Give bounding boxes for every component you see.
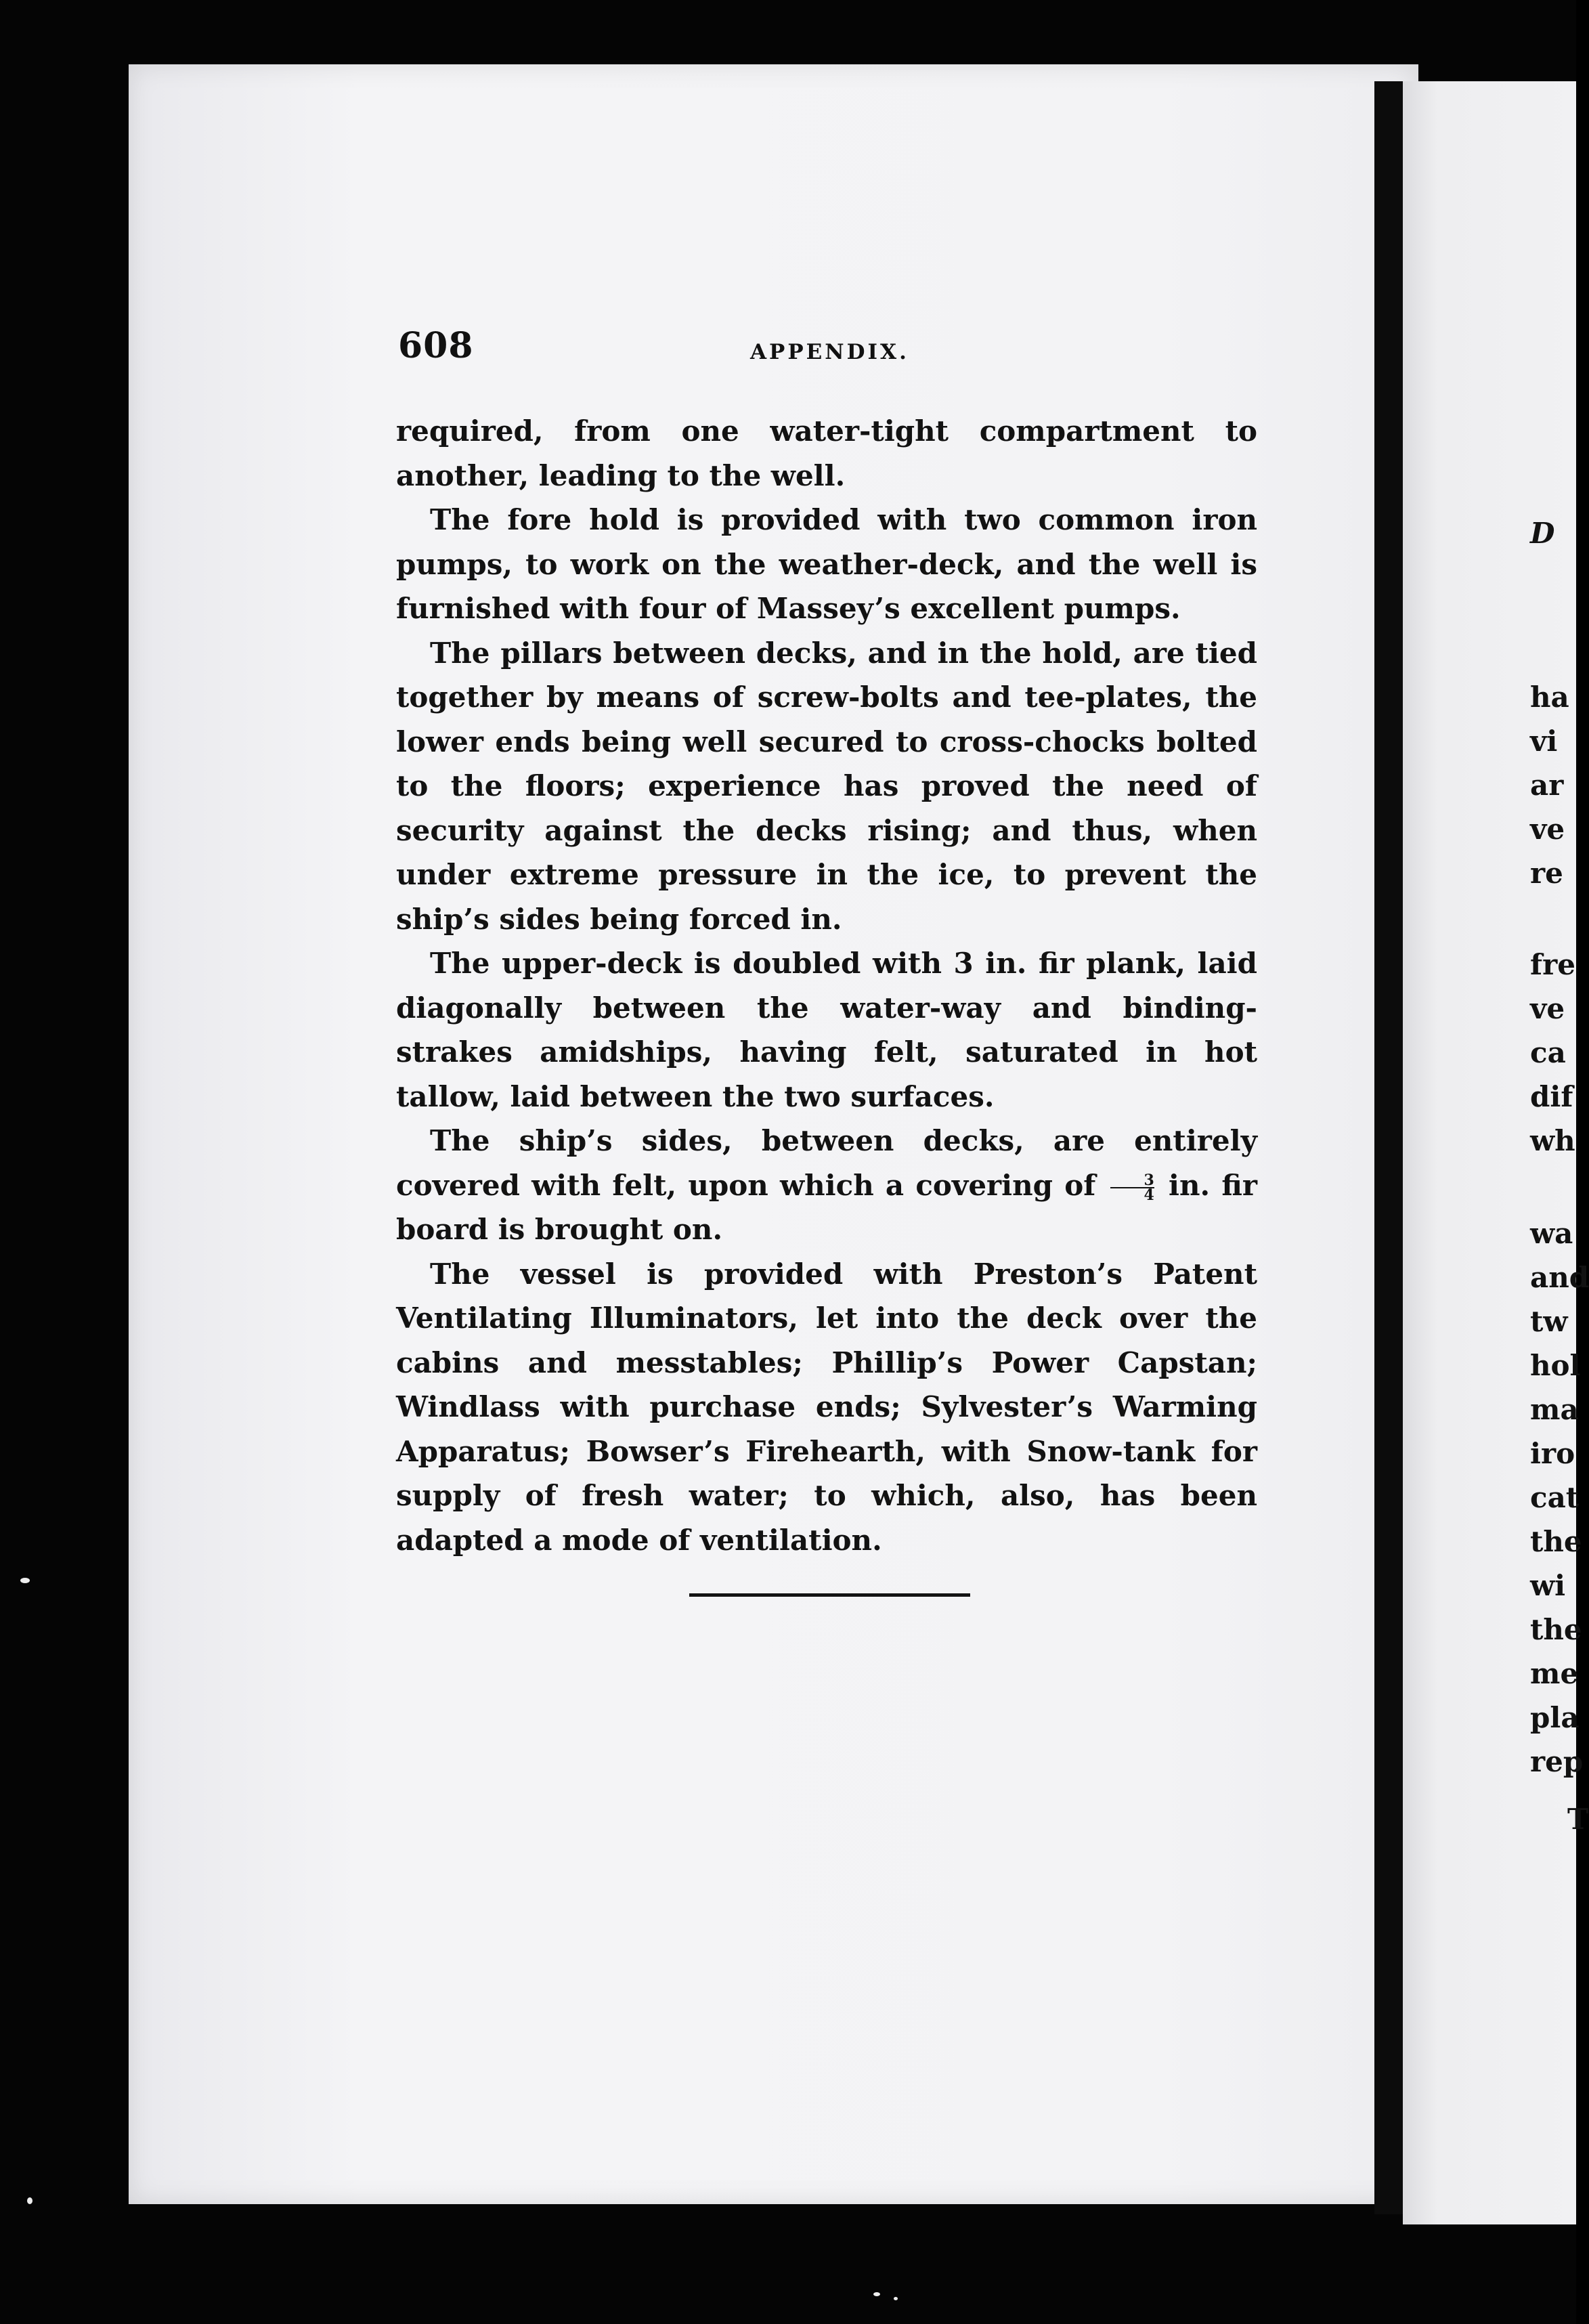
page-gutter bbox=[1374, 81, 1403, 2214]
right-fragment: wa bbox=[1530, 1217, 1573, 1250]
right-fragment: and bbox=[1530, 1261, 1589, 1294]
section-rule bbox=[689, 1593, 970, 1597]
right-fragment: ma bbox=[1530, 1393, 1579, 1426]
page-header bbox=[398, 325, 1265, 379]
speck bbox=[873, 2292, 880, 2296]
right-fragment: ar bbox=[1530, 769, 1564, 802]
right-fragment: vi bbox=[1530, 725, 1558, 758]
paragraph: The vessel is provided with Preston’s Patent Ventilating Illuminators, let into the deck over the cabins and messtables; Phillip’s Power Capstan; Windlass with purchase ends; Sylvester’s Warming Apparatus; Bowser’s Firehearth, with Snow-tank for supply of fresh water; to which, also, has been adapted a mode of ventilation. bbox=[396, 1257, 1257, 1557]
paragraph bbox=[396, 1119, 1257, 1252]
right-fragment: dif bbox=[1530, 1080, 1573, 1113]
right-fragment: the bbox=[1530, 1525, 1582, 1558]
paragraph-continued: required, from one water-tight compartment to another, leading to the well. bbox=[396, 414, 1257, 492]
right-fragment: iro bbox=[1530, 1437, 1575, 1470]
page-number: 608 bbox=[398, 325, 474, 366]
paragraph-text: The ship’s sides, between decks, are entirely covered with felt, upon which a covering of bbox=[396, 1124, 1257, 1202]
right-fragment: wi bbox=[1530, 1569, 1566, 1602]
speck bbox=[894, 2297, 898, 2300]
running-head: APPENDIX. bbox=[750, 340, 909, 364]
right-fragment: pla bbox=[1530, 1701, 1580, 1734]
fraction-numerator: 3 bbox=[1144, 1171, 1154, 1189]
right-fragment: the bbox=[1530, 1613, 1582, 1646]
right-fragment: T bbox=[1567, 1803, 1589, 1836]
fraction bbox=[1110, 1171, 1154, 1204]
right-fragment: D bbox=[1530, 517, 1555, 550]
right-fragment: hol bbox=[1530, 1349, 1581, 1382]
speck bbox=[20, 1578, 30, 1583]
right-fragment: cat bbox=[1530, 1481, 1580, 1514]
right-fragment: re bbox=[1530, 857, 1563, 890]
right-fragment: fre bbox=[1530, 948, 1575, 981]
body-text bbox=[396, 409, 1257, 1562]
right-fragment: ve bbox=[1530, 813, 1565, 846]
paragraph: The upper-deck is doubled with 3 in. fir plank, laid diagonally between the water-way and binding-strakes amidships, having felt, saturated in hot tallow, laid between the two surfaces. bbox=[396, 947, 1257, 1113]
right-fragment: ca bbox=[1530, 1036, 1566, 1069]
right-fragment: me bbox=[1530, 1657, 1579, 1690]
right-fragment: ve bbox=[1530, 992, 1565, 1025]
right-fragment: rep bbox=[1530, 1745, 1584, 1778]
paragraph-text: in. fir board is brought on. bbox=[396, 1168, 1258, 1246]
paragraph: The fore hold is provided with two common iron pumps, to work on the weather-deck, and the well is furnished with four of Massey’s excellent pumps. bbox=[396, 503, 1257, 625]
right-fragment: ha bbox=[1530, 681, 1569, 714]
right-fragment: tw bbox=[1530, 1305, 1568, 1338]
paragraph: The pillars between decks, and in the hold, are tied together by means of screw-bolts and tee-plates, the lower ends being well secured to cross-chocks bolted to the floors; experience has proved the need of security against the decks rising; and thus, when under extreme pressure in the ice, to prevent the ship’s sides being forced in. bbox=[396, 636, 1257, 936]
speck bbox=[27, 2197, 32, 2204]
fraction-denominator: 4 bbox=[1110, 1187, 1154, 1202]
right-fragment: wh bbox=[1530, 1124, 1575, 1157]
